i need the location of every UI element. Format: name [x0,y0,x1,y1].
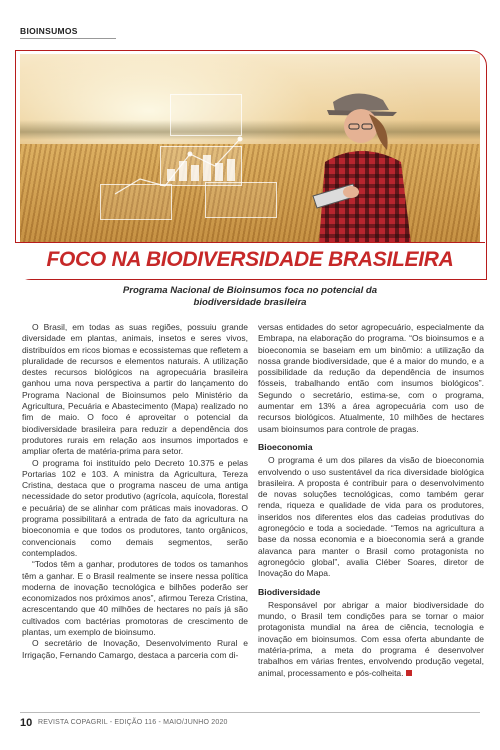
paragraph-text: Responsável por abrigar a maior biodiversidade do mundo, o Brasil tem condições para se tornar o maior protagonista mundial na área de ciência, tecnologia e inovação em bioinsumos. Com essa oferta abundante de matéria-prima, a meta do programa é desenvolver trabalhos em várias frentes, envolvendo produção vegetal, animal, processamento e pós-colheita. [258,599,484,678]
text-column-right [258,322,484,679]
footer-divider [20,712,480,713]
paragraph: O programa é um dos pilares da visão de bioeconomia envolvendo o uso sustentável da rica diversidade biológica brasileira. A proposta é contribuir para o desenvolvimento de novas soluções tecnológicas, como também gerar renda, riqueza e qualidade de vida para os produtores, inseridos nos diferentes elos das cadeias produtivas do agronegócio e toda a sociedade. “Temos na agricultura a base da nossa economia e a bioeconomia será a grande alavanca para manter o Brasil como protagonista no agronegócio global”, avalia Cléber Soares, diretor de Inovação do Mapa. [258,455,484,579]
paragraph: O programa foi instituído pelo Decreto 10.375 e pelas Portarias 102 e 103. A ministra da Agricultura, Tereza Cristina, destaca que o programa nasceu de uma antiga necessidade do setor produtivo (agrícola, aquícola, florestal e pecuária) de se alinhar com práticas mais inovadoras. O programa possibilitará a entrada de fato da agricultura na bioeconomia e que todos os produtores, tanto orgânicos, convencionais como demais segmentos, serão contemplados. [22,457,248,558]
text-column-left [22,322,248,661]
paragraph: versas entidades do setor agropecuário, especialmente da Embrapa, na elaboração do programa. “Os bioinsumos e a bioeconomia se baseiam em um binômio: a utilização da nossa grande biodiversidade, que é a maior do mundo, e a possibilidade da redução da dependência de insumos fósseis, trabalhando então com insumos biológicos”. Segundo o secretário, estima-se, com o programa, aumentar em 13% a área agropecuária com uso de recursos biológicos. Atualmente, 10 milhões de hectares usam bioinsumos para controle de pragas. [258,322,484,434]
hero-image [20,54,480,244]
section-tag: BIOINSUMOS [20,26,78,36]
page-number: 10 [20,717,33,729]
paragraph: O Brasil, em todas as suas regiões, possuiu grande diversidade em plantas, animais, insetos e seres vivos, distribuídos em ricos biomas e ecossistemas que refletem a pluralidade de recursos e elementos naturais. A utilização destes recursos biológicos na agropecuária brasileira ganhou uma nova perspectiva a partir do lançamento do Programa Nacional de Bioinsumos pelo Ministério da Agricultura, Pecuária e Abastecimento (Mapa) realizado no fim de maio. O foco é aproveitar o potencial da biodiversidade brasileira para reduzir a dependência dos produtores rurais em relação aos insumos importados e ampliar oferta de matéria-prima para setor. [22,322,248,457]
paragraph [258,600,484,679]
hologram-line-chart [110,124,250,224]
section-heading-bioeconomia: Bioeconomia [258,441,313,452]
footer-publication: REVISTA COPAGRIL - EDIÇÃO 116 - MAIO/JUNHO 2020 [38,719,228,726]
article-subtitle: Programa Nacional de Bioinsumos foca no potencial da biodiversidade brasileira [122,285,378,308]
paragraph: O secretário de Inovação, Desenvolvimento Rural e Irrigação, Fernando Camargo, destaca a parceria com di- [22,638,248,660]
section-heading-biodiversidade: Biodiversidade [258,586,321,597]
farmer-woman-with-tablet [305,84,425,244]
article-title: FOCO NA BIODIVERSIDADE BRASILEIRA [46,248,454,271]
end-of-article-mark [406,670,412,676]
section-divider [20,38,116,39]
paragraph: “Todos têm a ganhar, produtores de todos os tamanhos têm a ganhar. E o Brasil realmente se insere nessa política moderna de inovação tecnológica e bilhões poderão ser economizados nos próximos anos”, afirmou Tereza Cristina, acrescentando que 40 milhões de hectares no país já são cultivados com bactérias promotoras de crescimento de plantas, um exemplo de bioinsumo. [22,559,248,638]
